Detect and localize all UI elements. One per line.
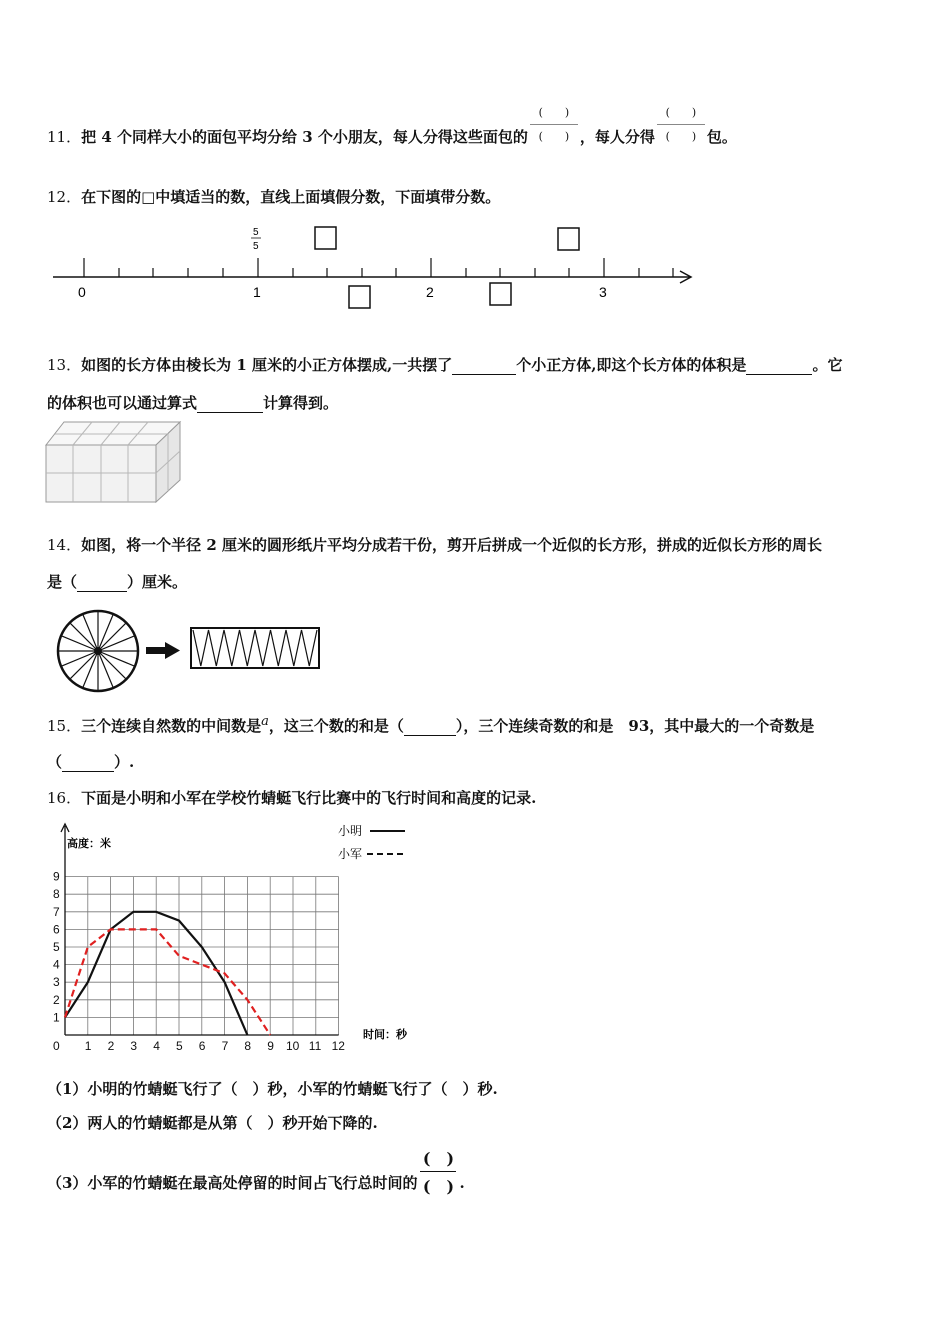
y-tick-label: 3: [53, 975, 60, 990]
question-text: 把 4 个同样大小的面包平均分给 3 个小朋友，每人分得这些面包的: [81, 128, 528, 146]
tick-label-0: 0: [78, 284, 86, 300]
answer-blank[interactable]: [62, 753, 114, 772]
question-number: 12．: [47, 188, 82, 206]
x-tick-label: 7: [221, 1039, 229, 1050]
question-text: 如图的长方体由棱长为 1 厘米的小正方体摆成,一共摆了: [81, 356, 453, 374]
question-text: 在下图的□中填适当的数，直线上面填假分数，下面填带分数。: [81, 188, 501, 206]
y-tick-label: 5: [53, 940, 60, 954]
question-12: [47, 186, 500, 207]
question-text: 如图，将一个半径 2 厘米的圆形纸片平均分成若干份，剪开后拼成一个近似的长方形，拼成的近似长方形的周长: [81, 536, 822, 554]
x-tick-label: 3: [130, 1039, 138, 1050]
question-text: ）厘米。: [127, 573, 188, 591]
answer-blank[interactable]: [452, 356, 516, 375]
question-11: [47, 106, 737, 148]
question-text: （: [47, 753, 63, 771]
answer-blank[interactable]: [77, 573, 127, 592]
legend-label-xiaoming: 小明: [338, 824, 363, 838]
x-axis-label: 时间：秒: [363, 1029, 407, 1041]
question-15-line-2: [47, 751, 134, 772]
question-text: 包。: [706, 128, 737, 146]
question-text: 下面是小明和小军在学校竹蜻蜓飞行比赛中的飞行时间和高度的记录.: [81, 789, 537, 807]
question-text: ，每人分得: [579, 128, 655, 146]
fraction-bottom: ( ): [422, 1177, 455, 1196]
question-text: ），三个连续奇数的和是 93，其中最大的一个奇数是: [455, 717, 815, 735]
question-number: 14．: [47, 536, 82, 554]
question-14-line-2: [47, 571, 187, 592]
legend-label-xiaojun: 小军: [338, 847, 363, 861]
x-tick-label: 10: [286, 1039, 300, 1050]
tick-label-2: 2: [426, 284, 434, 300]
question-number: 16．: [47, 789, 82, 807]
fraction-denominator: 5: [253, 241, 259, 252]
answer-blank[interactable]: [404, 717, 456, 736]
answer-box-improper-1[interactable]: [315, 227, 336, 249]
answer-box-improper-2[interactable]: [558, 228, 579, 250]
approximate-rectangle: [191, 628, 319, 668]
tick-label-3: 3: [599, 284, 607, 300]
x-tick-label: 12: [331, 1039, 345, 1050]
x-tick-label: 8: [244, 1039, 252, 1050]
cuboid-figure: [45, 420, 185, 505]
fraction-bottom: ( ): [538, 130, 570, 143]
fraction-top: ( ): [538, 106, 570, 119]
x-tick-label: 5: [176, 1039, 183, 1050]
fraction-top: ( ): [422, 1149, 455, 1168]
question-16-part-2: [47, 1112, 378, 1133]
x-tick-label: 9: [267, 1039, 274, 1050]
x-tick-label: 2: [107, 1039, 115, 1050]
question-13-line-1: [47, 354, 842, 375]
x-tick-label: 0: [53, 1039, 60, 1050]
x-tick-label: 1: [84, 1039, 92, 1050]
question-text: ）.: [114, 753, 135, 771]
variable-a: a: [261, 714, 269, 729]
x-tick-label: 11: [308, 1039, 322, 1050]
answer-box-mixed-1[interactable]: [349, 286, 370, 308]
circle-to-rectangle-figure: [55, 606, 330, 696]
x-tick-label: 6: [198, 1039, 206, 1050]
question-text: .: [459, 1174, 465, 1192]
answer-blank[interactable]: [197, 394, 263, 413]
y-tick-label: 7: [53, 904, 60, 919]
legend: [338, 824, 407, 861]
number-line-figure: [45, 222, 705, 312]
question-text: 个小正方体,即这个长方体的体积是: [516, 356, 747, 374]
y-axis-label: 高度：米: [67, 838, 111, 850]
x-tick-label: 4: [153, 1039, 160, 1050]
question-13-line-2: [47, 392, 338, 413]
answer-box-mixed-2[interactable]: [490, 283, 511, 305]
question-number: 15．: [47, 717, 82, 735]
question-15-line-1: [47, 714, 814, 736]
tick-label-1: 1: [253, 284, 261, 300]
y-tick-label: 9: [53, 869, 60, 884]
fraction-blank[interactable]: [528, 106, 580, 148]
fraction-blank[interactable]: [417, 1146, 459, 1194]
y-tick-label: 4: [53, 957, 60, 972]
question-number: 13．: [47, 356, 82, 374]
question-text: ，这三个数的和是（: [268, 717, 404, 735]
question-text: 。它: [812, 356, 843, 374]
question-text: 是（: [47, 573, 78, 591]
question-16-part-1: [47, 1078, 498, 1099]
fraction-bottom: ( ): [665, 130, 697, 143]
question-text: 的体积也可以通过算式: [47, 394, 198, 412]
question-16-part-3: [47, 1146, 465, 1194]
question-text: 计算得到。: [263, 394, 339, 412]
arrow-right-icon: [146, 642, 180, 659]
fraction-blank[interactable]: [655, 106, 707, 148]
y-tick-label: 2: [53, 992, 60, 1007]
fraction-numerator: 5: [253, 227, 259, 238]
fraction-top: ( ): [665, 106, 697, 119]
answer-blank[interactable]: [746, 356, 812, 375]
divided-circle: [58, 611, 138, 691]
y-tick-label: 8: [53, 887, 60, 902]
question-16: [47, 787, 536, 808]
question-14-line-1: [47, 534, 822, 555]
question-text: （2）两人的竹蜻蜓都是从第（ ）秒开始下降的.: [47, 1114, 378, 1132]
flight-chart: [45, 818, 425, 1050]
question-text: （1）小明的竹蜻蜓飞行了（ ）秒，小军的竹蜻蜓飞行了（ ）秒.: [47, 1080, 498, 1098]
y-tick-label: 6: [53, 922, 60, 937]
question-number: 11．: [47, 128, 82, 146]
question-text: （3）小军的竹蜻蜓在最高处停留的时间占飞行总时间的: [47, 1174, 418, 1192]
question-text: 三个连续自然数的中间数是: [81, 717, 262, 735]
y-tick-label: 1: [53, 1010, 60, 1025]
